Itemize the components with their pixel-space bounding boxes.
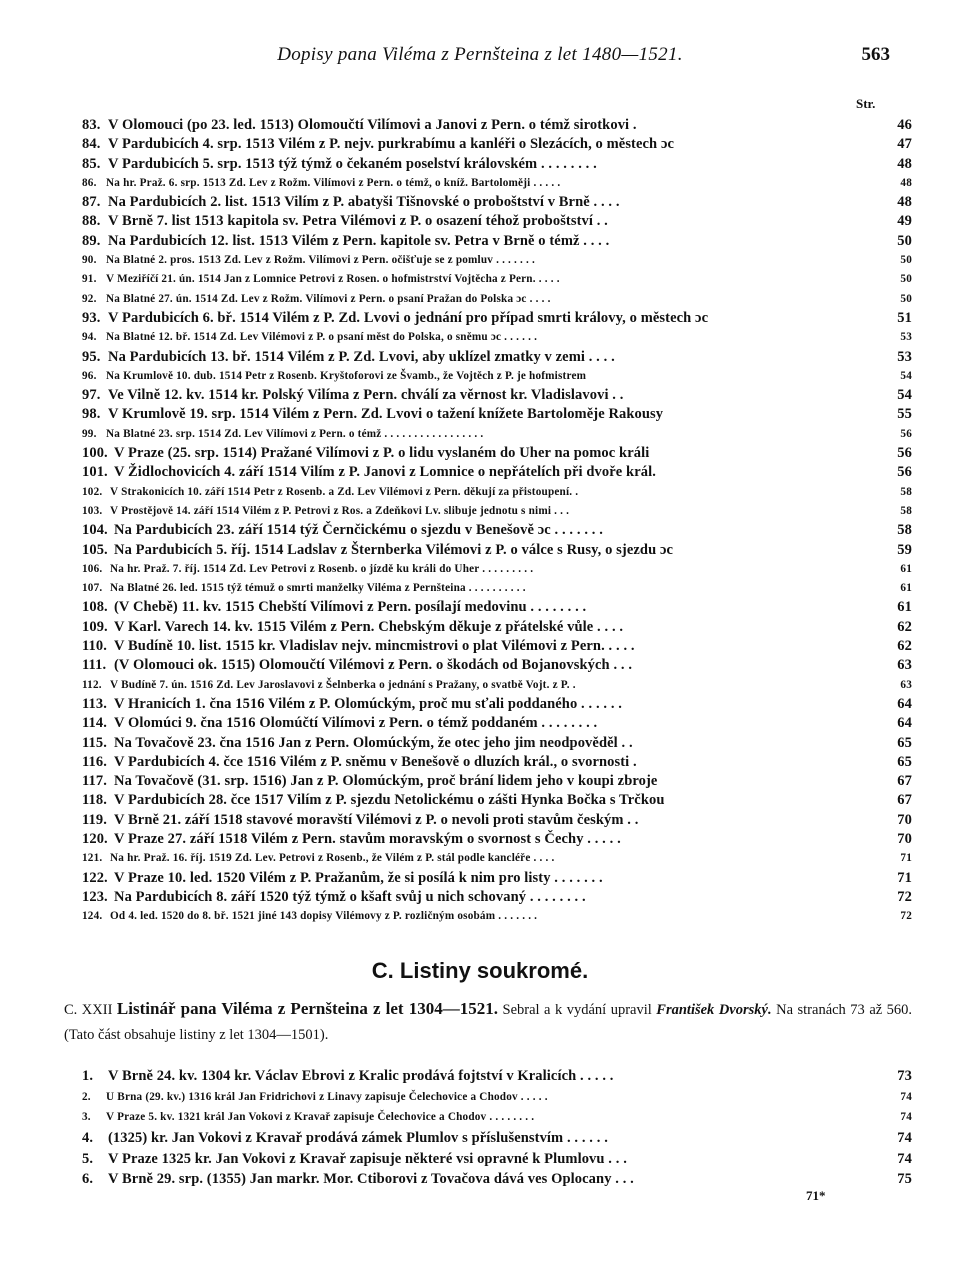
entry-page: 56	[897, 445, 912, 462]
list-item	[82, 232, 912, 251]
entry-text: Na hr. Praž. 6. srp. 1513 Zd. Lev z Rožm. Vilímovi z Pern. o témž, o kníž. Bartoloměji . . . . .	[106, 176, 561, 189]
list-item	[82, 830, 912, 849]
list-item	[82, 386, 912, 405]
entry-number: 120.	[82, 830, 108, 847]
entry-number: 86.	[82, 176, 97, 189]
running-head	[64, 44, 896, 70]
entry-page: 53	[897, 348, 912, 365]
entry-text: (1325) kr. Jan Vokovi z Kravař prodává zámek Plumlov s příslušenstvím . . . . . .	[108, 1130, 608, 1147]
list-item	[82, 695, 912, 714]
entry-number: 2.	[82, 1090, 91, 1103]
entry-text: V Praze 27. září 1518 Vilém z Pern. stavům moravským o svornost s Čechy . . . . .	[114, 830, 621, 847]
entry-page: 50	[897, 232, 912, 249]
entry-number: 4.	[82, 1130, 94, 1147]
entry-number: 105.	[82, 541, 108, 558]
entry-number: 124.	[82, 910, 103, 923]
entry-number: 107.	[82, 582, 103, 595]
entry-number: 97.	[82, 387, 101, 404]
entry-page: 61	[900, 562, 912, 575]
entry-text: Na Pardubicích 5. říj. 1514 Ladslav z Šternberka Vilémovi z P. o válce s Rusy, o sjezdu ɔc	[114, 541, 674, 558]
entry-number: 93.	[82, 309, 101, 326]
entry-text: V Židlochovicích 4. září 1514 Vilím z P. Janovi z Lomnice o nepřátelích při dvoře král.	[114, 464, 656, 481]
entry-text: V Budíně 7. ún. 1516 Zd. Lev Jaroslavovi z Šelnberka o jednání s Pražany, o svatbě Vojt. z P. .	[110, 678, 576, 691]
entry-number: 100.	[82, 445, 108, 462]
list-item	[82, 849, 912, 868]
entry-text: U Brna (29. kv.) 1316 král Jan Fridrichovi z Linavy zapisuje Čelechovice a Chodov . . . . .	[106, 1090, 548, 1103]
entry-text: Na Blatné 27. ún. 1514 Zd. Lev z Rožm. Vilímovi z Pern. o psaní Pražan do Polska ɔc . . . .	[106, 292, 551, 305]
entry-text: V Brně 24. kv. 1304 kr. Václav Ebrovi z Kralic prodává fojtství v Kralicích . . . . .	[108, 1068, 614, 1084]
list-item	[82, 405, 912, 424]
list-item	[82, 734, 912, 753]
entry-page: 67	[897, 792, 912, 809]
entry-number: 108.	[82, 599, 108, 616]
list-item	[82, 309, 912, 328]
entry-page: 70	[897, 811, 912, 828]
entry-text: V Praze 10. led. 1520 Vilém z P. Pražanům, že si posílá k nim pro listy . . . . . . .	[114, 869, 603, 886]
charters-list	[82, 1066, 912, 1190]
entry-text: V Praze (25. srp. 1514) Pražané Vilímovi z P. o lidu vyslaném do Uher na pomoc králi	[114, 445, 650, 462]
section-heading: C. Listiny soukromé.	[371, 958, 589, 983]
list-item	[82, 1087, 912, 1108]
entry-number: 104.	[82, 522, 108, 539]
entry-text: (V Chebě) 11. kv. 1515 Chebští Vilímovi z Pern. posílají medovinu . . . . . . . .	[114, 599, 587, 616]
entry-number: 3.	[82, 1111, 91, 1124]
entry-number: 112.	[82, 678, 102, 691]
entry-page: 64	[897, 695, 912, 712]
list-item	[82, 212, 912, 231]
entry-page: 70	[897, 830, 912, 847]
entry-number: 122.	[82, 869, 108, 886]
list-item	[82, 483, 912, 502]
entry-page: 62	[897, 618, 912, 635]
list-item	[82, 502, 912, 521]
entry-page: 62	[897, 638, 912, 655]
entry-page: 55	[897, 406, 912, 423]
entry-text: V Prostějově 14. září 1514 Vilém z P. Petrovi z Ros. a Zdeňkovi Lv. slibuje jednotu s nimi . . .	[110, 504, 570, 517]
entry-text: Ve Vilně 12. kv. 1514 kr. Polský Vilíma z Pern. chválí za věrnost kr. Vladislavovi . .	[108, 387, 624, 404]
entry-page: 51	[897, 309, 912, 326]
entry-page: 74	[897, 1130, 912, 1147]
entry-text: Na Tovačově (31. srp. 1516) Jan z P. Olomúckým, proč brání lidem jeho v koupi zbroje	[114, 773, 658, 790]
entry-number: 88.	[82, 213, 101, 230]
entry-page: 71	[897, 869, 912, 886]
entry-page: 63	[900, 678, 912, 691]
page-number: 563	[861, 44, 890, 65]
entry-text: V Karl. Varech 14. kv. 1515 Vilém z Pern. Chebským děkuje z přátelské vůle . . . .	[114, 618, 624, 635]
entry-text: V Praze 5. kv. 1321 král Jan Vokovi z Kravař zapisuje Čelechovice a Chodov . . . . . . . .	[106, 1111, 535, 1124]
entry-text: V Pardubicích 5. srp. 1513 týž týmž o čekaném poselství královském . . . . . . . .	[108, 155, 597, 172]
entry-number: 94.	[82, 331, 97, 344]
entry-number: 114.	[82, 715, 107, 732]
entry-number: 91.	[82, 273, 97, 286]
entry-page: 54	[897, 387, 912, 404]
entry-page: 72	[897, 888, 912, 905]
list-item	[82, 348, 912, 367]
entry-text: V Olomouci (po 23. led. 1513) Olomoučtí Vilímovi a Janovi z Pern. o témž sirotkovi .	[108, 117, 637, 133]
entry-text: Na Blatné 26. led. 1515 týž témuž o smrti manželky Viléma z Pernšteina . . . . . . . . . .	[110, 582, 526, 595]
entry-text: V Brně 7. list 1513 kapitola sv. Petra Vilémovi z P. o osazení téhož proboštství . .	[108, 213, 608, 230]
folio-mark: 71*	[806, 1188, 826, 1203]
list-item	[82, 791, 912, 810]
entry-number: 106.	[82, 562, 103, 575]
entry-number: 6.	[82, 1171, 94, 1188]
entry-number: 87.	[82, 194, 101, 211]
page-column-label: Str.	[856, 96, 876, 111]
entry-page: 61	[900, 582, 912, 595]
entry-text: V Olomúci 9. čna 1516 Olomúčtí Vilímovi z Pern. o témž poddaném . . . . . . . .	[114, 715, 598, 732]
entry-text: V Brně 21. září 1518 stavové moravští Vilémovi z P. o nevoli proti stavům českým . .	[114, 811, 639, 828]
entry-text: V Pardubicích 4. srp. 1513 Vilém z P. nejv. purkrabímu a kanléři o Slezácích, o městech ɔc	[108, 136, 675, 153]
list-item	[82, 714, 912, 733]
entry-page: 50	[900, 273, 912, 286]
entry-page: 56	[900, 427, 912, 440]
entry-number: 117.	[82, 773, 107, 790]
list-item	[82, 155, 912, 174]
list-item	[82, 656, 912, 675]
entry-number: 5.	[82, 1150, 94, 1167]
entry-number: 102.	[82, 485, 103, 498]
entry-text: Na Pardubicích 23. září 1514 týž Černčickému o sjezdu v Benešově ɔc . . . . . . .	[114, 522, 603, 539]
entry-page: 74	[900, 1090, 912, 1103]
entry-text: Na Pardubicích 8. září 1520 týž týmž o kšaft svůj u nich schovaný . . . . . . . .	[114, 888, 586, 905]
entry-text: Na Blatné 23. srp. 1514 Zd. Lev Vilímovi z Pern. o témž . . . . . . . . . . . . . . . . .	[106, 427, 484, 440]
entry-page: 59	[897, 541, 912, 558]
list-item	[82, 753, 912, 772]
entry-number: 103.	[82, 504, 103, 517]
entry-text: Na hr. Praž. 7. říj. 1514 Zd. Lev Petrovi z Rosenb. o jízdě ku králi do Uher . . . . . . . . .	[110, 562, 534, 575]
list-item	[82, 367, 912, 386]
letters-list	[82, 116, 912, 926]
entry-number: 96.	[82, 369, 97, 382]
entry-page: 47	[897, 136, 912, 153]
list-item	[82, 1169, 912, 1190]
entry-page: 56	[897, 464, 912, 481]
entry-text: Na Tovačově 23. čna 1516 Jan z Pern. Olomúckým, že otec jeho jim neodpověděl . .	[114, 734, 633, 751]
entry-number: 99.	[82, 427, 97, 440]
entry-page: 49	[897, 213, 912, 230]
list-item	[82, 290, 912, 309]
list-item	[82, 444, 912, 463]
entry-text: V Hranicích 1. čna 1516 Vilém z P. Olomúckým, proč mu sťali poddaného . . . . . .	[114, 695, 623, 712]
entry-page: 50	[900, 254, 912, 267]
book-entry-lead: C. XXII	[64, 1002, 113, 1018]
list-item	[82, 1107, 912, 1128]
entry-text: Na Blatné 2. pros. 1513 Zd. Lev z Rožm. Vilímovi z Pern. očišťuje se z pomluv . . . . . . .	[106, 254, 536, 267]
entry-number: 95.	[82, 348, 101, 365]
list-item	[82, 328, 912, 347]
book-entry	[64, 996, 912, 1048]
entry-text: V Krumlově 19. srp. 1514 Vilém z Pern. Zd. Lvovi o tažení knížete Bartoloměje Rakousy	[108, 406, 664, 423]
entry-text: V Brně 29. srp. (1355) Jan markr. Mor. Ctiborovi z Tovačova dává ves Oplocany . . .	[108, 1171, 634, 1188]
entry-number: 89.	[82, 232, 101, 249]
entry-text: (V Olomouci ok. 1515) Olomoučtí Vilémovi z Pern. o škodách od Bojanovských . . .	[114, 657, 633, 674]
list-item	[82, 618, 912, 637]
list-item	[82, 425, 912, 444]
entry-page: 75	[897, 1171, 912, 1188]
running-head-title: Dopisy pana Viléma z Pernšteina z let 1480—1521.	[277, 44, 683, 65]
book-entry-title: Listinář pana Viléma z Pernšteina z let 1304—1521.	[116, 999, 498, 1018]
entry-number: 85.	[82, 155, 101, 172]
entry-page: 58	[900, 485, 912, 498]
entry-text: V Budíně 10. list. 1515 kr. Vladislav nejv. mincmistrovi o plat Vilémovi z Pern. . . . .	[114, 638, 635, 655]
entry-page: 50	[900, 292, 912, 305]
entry-number: 110.	[82, 638, 107, 655]
entry-text: Na Pardubicích 2. list. 1513 Vilím z P. abatyši Tišnovské o proboštství v Brně . . . .	[108, 194, 620, 211]
list-item	[82, 637, 912, 656]
list-item	[82, 579, 912, 598]
entry-text: Na hr. Praž. 16. říj. 1519 Zd. Lev. Petrovi z Rosenb., že Vilém z P. stál podle kancléře . . . .	[110, 852, 555, 865]
entry-number: 92.	[82, 292, 97, 305]
entry-text: Na Pardubicích 12. list. 1513 Vilém z Pern. kapitole sv. Petra v Brně o témž . . . .	[108, 232, 610, 249]
book-entry-editor: František Dvorský.	[656, 1002, 772, 1018]
entry-number: 118.	[82, 792, 107, 809]
list-item	[82, 598, 912, 617]
entry-number: 115.	[82, 734, 107, 751]
entry-text: V Pardubicích 28. čce 1517 Vilím z P. sjezdu Netolickému o zášti Hynka Bočka s Trčkou	[114, 792, 665, 809]
entry-number: 119.	[82, 811, 107, 828]
entry-text: Na Pardubicích 13. bř. 1514 Vilém z P. Zd. Lvovi, aby uklízel zmatky v zemi . . . .	[108, 348, 615, 365]
list-item	[82, 135, 912, 154]
entry-number: 83.	[82, 117, 101, 133]
list-item	[82, 888, 912, 907]
list-item	[82, 1128, 912, 1149]
entry-number: 116.	[82, 753, 107, 770]
list-item	[82, 270, 912, 289]
entry-number: 84.	[82, 136, 101, 153]
entry-page: 61	[897, 599, 912, 616]
list-item	[82, 541, 912, 560]
list-item	[82, 907, 912, 926]
entry-page: 65	[897, 753, 912, 770]
entry-number: 109.	[82, 618, 108, 635]
entry-text: V Pardubicích 4. čce 1516 Vilém z P. sněmu v Benešově o dluzích král., o svornosti .	[114, 753, 637, 770]
entry-page: 54	[900, 369, 912, 382]
entry-number: 98.	[82, 406, 101, 423]
entry-page: 72	[900, 910, 912, 923]
entry-page: 58	[900, 504, 912, 517]
entry-page: 63	[897, 657, 912, 674]
entry-text: V Strakonicích 10. září 1514 Petr z Rosenb. a Zd. Lev Vilémovi z Pern. děkují za přistoupení. .	[110, 485, 579, 498]
list-item	[82, 811, 912, 830]
entry-text: V Meziříčí 21. ún. 1514 Jan z Lomnice Petrovi z Rosen. o hofmistrství Vojtěcha z Pern. . . . .	[106, 273, 560, 286]
entry-number: 111.	[82, 657, 107, 674]
entry-number: 101.	[82, 464, 108, 481]
entry-page: 53	[900, 331, 912, 344]
book-entry-text: Sebral a k vydání upravil	[502, 1002, 652, 1018]
entry-page: 67	[897, 773, 912, 790]
entry-text: V Pardubicích 6. bř. 1514 Vilém z P. Zd. Lvovi o jednání pro případ smrti královy, o městech ɔc	[108, 309, 709, 326]
entry-page: 46	[897, 117, 912, 133]
list-item	[82, 1149, 912, 1170]
entry-text: Na Blatné 12. bř. 1514 Zd. Lev Vilémovi z P. o psaní měst do Polska, o sněmu ɔc . . . . . .	[106, 331, 538, 344]
entry-page: 64	[897, 715, 912, 732]
list-item	[82, 193, 912, 212]
entry-text: Na Krumlově 10. dub. 1514 Petr z Rosenb. Kryštoforovi ze Švamb., že Vojtěch z P. je hofmistrem	[106, 369, 587, 382]
entry-page: 74	[900, 1111, 912, 1124]
list-item	[82, 521, 912, 540]
entry-page: 65	[897, 734, 912, 751]
list-item	[82, 560, 912, 579]
entry-number: 1.	[82, 1068, 94, 1084]
entry-page: 74	[897, 1150, 912, 1167]
entry-page: 48	[897, 155, 912, 172]
entry-page: 71	[900, 852, 912, 865]
entry-number: 121.	[82, 852, 103, 865]
list-item	[82, 116, 912, 135]
entry-number: 123.	[82, 888, 108, 905]
entry-text: Od 4. led. 1520 do 8. bř. 1521 jiné 143 dopisy Vilémovy z P. rozličným osobám . . . . . . .	[110, 910, 538, 923]
entry-number: 113.	[82, 695, 107, 712]
list-item	[82, 1066, 912, 1087]
entry-page: 48	[897, 194, 912, 211]
book-entry-pages: Na stranách 73 až 560. (Tato část obsahuje listiny z let 1304—1501).	[64, 1002, 913, 1043]
entry-page: 58	[897, 522, 912, 539]
list-item	[82, 174, 912, 193]
list-item	[82, 772, 912, 791]
entry-page: 48	[900, 176, 912, 189]
entry-number: 90.	[82, 254, 97, 267]
list-item	[82, 251, 912, 270]
list-item	[82, 869, 912, 888]
entry-page: 73	[897, 1068, 912, 1084]
list-item	[82, 676, 912, 695]
list-item	[82, 463, 912, 482]
entry-text: V Praze 1325 kr. Jan Vokovi z Kravař zapisuje některé vsi opravné k Plumlovu . . .	[108, 1150, 627, 1167]
